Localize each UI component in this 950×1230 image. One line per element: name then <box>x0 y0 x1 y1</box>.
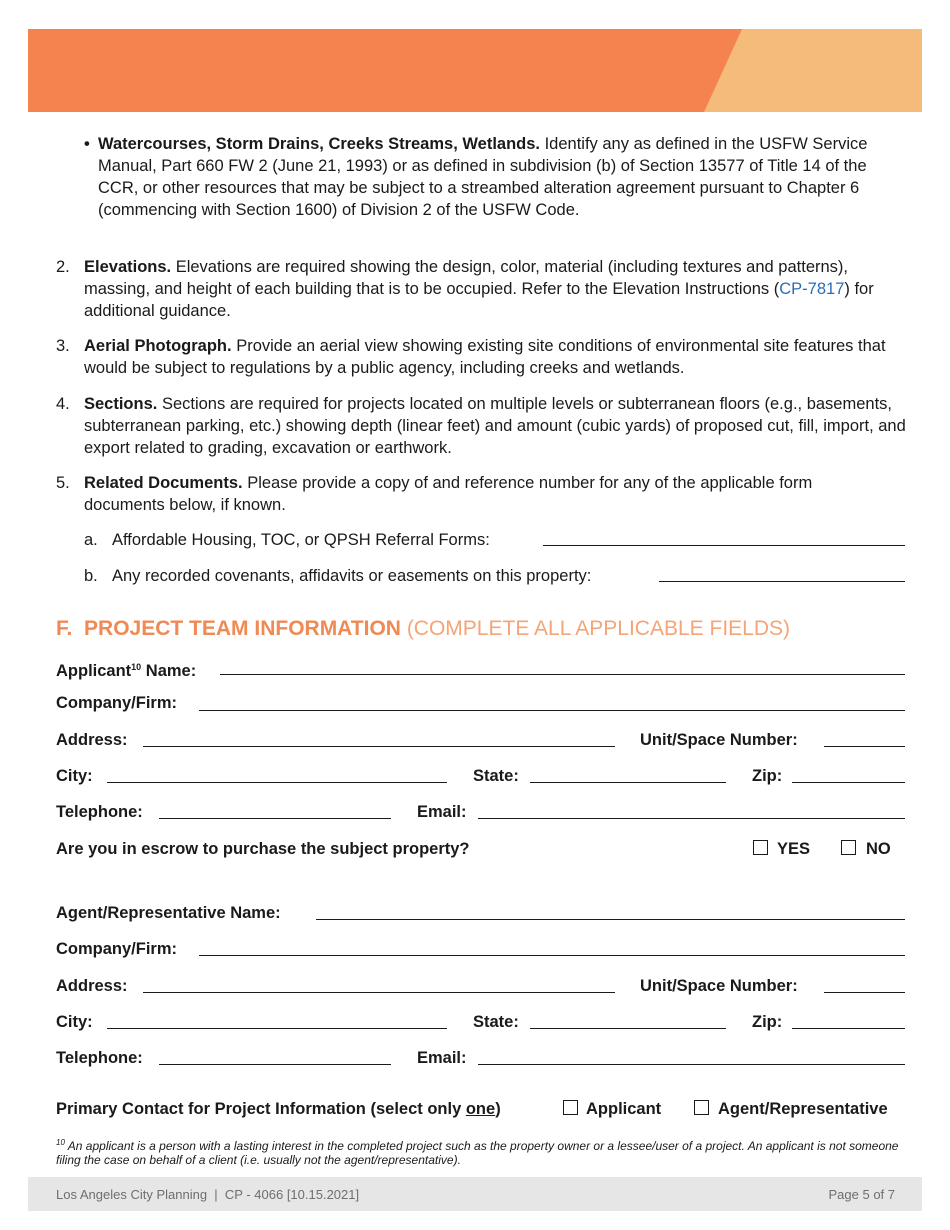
item-5-related-documents <box>84 472 884 516</box>
subitem-a-label: Affordable Housing, TOC, or QPSH Referral Forms: <box>112 531 490 549</box>
agent-email-field[interactable] <box>478 1064 905 1065</box>
section-heading: PROJECT TEAM INFORMATION <box>84 617 401 640</box>
primary-contact-applicant-checkbox[interactable] <box>563 1100 578 1115</box>
subitem-a-letter: a. <box>84 531 98 549</box>
footer-form-id: CP - 4066 [10.15.2021] <box>224 1187 360 1202</box>
agent-email-label: Email: <box>417 1049 467 1067</box>
escrow-yes-label: YES <box>777 840 811 858</box>
agent-zip-field[interactable] <box>792 1028 905 1029</box>
applicant-state-field[interactable] <box>530 782 726 783</box>
agent-city-field[interactable] <box>107 1028 447 1029</box>
item-3-title: Aerial Photograph. <box>84 337 232 355</box>
agent-address-label: Address: <box>56 977 128 995</box>
escrow-question: Are you in escrow to purchase the subject property? <box>56 840 470 858</box>
primary-contact-label: Primary Contact for Project Information (select only one) <box>56 1100 501 1118</box>
item-3-aerial <box>84 335 904 379</box>
bullet-marker: • <box>84 135 90 153</box>
item-4-body: Sections are required for projects located on multiple levels or subterranean floors (e.g., basements, subterranean parking, etc.) showing depth (linear feet) and amount (cubic yards) of proposed cut, fill, import, and export related to grading, excavation or earthwork. <box>84 395 906 457</box>
applicant-state-label: State: <box>473 767 519 785</box>
primary-contact-agent-checkbox[interactable] <box>694 1100 709 1115</box>
item-2-body-end: ) for additional guidance. <box>84 280 874 320</box>
item-4-sections <box>84 393 906 459</box>
applicant-company-label: Company/Firm: <box>56 694 178 712</box>
section-letter: F. <box>56 617 73 640</box>
item-5-title: Related Documents. <box>84 474 243 492</box>
applicant-unit-field[interactable] <box>824 746 905 747</box>
agent-zip-label: Zip: <box>752 1013 783 1031</box>
applicant-name-label: Applicant$^{10}$ Name: <box>56 662 197 680</box>
bullet-title: Watercourses, Storm Drains, Creeks Streams, Wetlands. <box>98 135 541 153</box>
item-5-body: Please provide a copy of and reference number for any of the applicable form documents below, if known. <box>84 474 813 514</box>
item-3-body: Provide an aerial view showing existing site conditions of environmental site features that would be subject to regulations by a public agency, including creeks and wetlands. <box>84 337 886 377</box>
banner-primary-shape <box>28 29 742 112</box>
agent-name-field[interactable] <box>316 919 905 920</box>
applicant-email-field[interactable] <box>478 818 905 819</box>
applicant-telephone-label: Telephone: <box>56 803 143 821</box>
footnote <box>56 1136 906 1167</box>
covenants-field[interactable] <box>659 581 905 582</box>
agent-unit-field[interactable] <box>824 992 905 993</box>
item-4-number: 4. <box>56 395 70 413</box>
applicant-city-field[interactable] <box>107 782 447 783</box>
agent-company-label: Company/Firm: <box>56 940 178 958</box>
header-banner <box>28 29 922 112</box>
item-2-elevations <box>84 256 884 322</box>
applicant-telephone-field[interactable] <box>159 818 391 819</box>
applicant-city-label: City: <box>56 767 93 785</box>
applicant-address-label: Address: <box>56 731 128 749</box>
agent-state-label: State: <box>473 1013 519 1031</box>
footnote-mark: 10 <box>56 1138 65 1147</box>
item-4-title: Sections. <box>84 395 158 413</box>
footer-left <box>56 1187 359 1202</box>
escrow-no-label: NO <box>866 840 891 858</box>
primary-contact-applicant-label: Applicant <box>586 1100 662 1118</box>
agent-address-field[interactable] <box>143 992 615 993</box>
escrow-yes-checkbox[interactable] <box>753 840 768 855</box>
bullet-body: Identify any as defined in the USFW Service Manual, Part 660 FW 2 (June 21, 1993) or as defined in subdivision (b) of Section 13577 of Title 14 of the CCR, or other resources that may be subject to a streambed alteration agreement pursuant to Chapter 6 (commencing with Section 1600) of Division 2 of the USFW Code. <box>98 135 868 219</box>
footer-org: Los Angeles City Planning <box>56 1187 208 1202</box>
applicant-unit-label: Unit/Space Number: <box>640 731 798 749</box>
applicant-email-label: Email: <box>417 803 467 821</box>
affordable-housing-field[interactable] <box>543 545 905 546</box>
item-2-body: Elevations are required showing the design, color, material (including textures and patterns), massing, and height of each building that is to be occupied. Refer to the Elevation Instructions ( <box>84 258 848 298</box>
applicant-name-field[interactable] <box>220 674 905 675</box>
item-2-title: Elevations. <box>84 258 172 276</box>
page-footer <box>28 1177 922 1211</box>
agent-telephone-label: Telephone: <box>56 1049 143 1067</box>
agent-state-field[interactable] <box>530 1028 726 1029</box>
escrow-no-checkbox[interactable] <box>841 840 856 855</box>
footnote-text: An applicant is a person with a lasting interest in the completed project such as the property owner or a lessee/user of a project. An applicant is not someone filing the case on behalf of a client (i.e. usually not the agent/representative). <box>56 1139 899 1167</box>
agent-company-field[interactable] <box>199 955 905 956</box>
agent-city-label: City: <box>56 1013 93 1031</box>
applicant-zip-label: Zip: <box>752 767 783 785</box>
item-3-number: 3. <box>56 337 70 355</box>
footnote-ref: 10 <box>131 662 142 672</box>
footer-page-number: Page 5 of 7 <box>828 1187 895 1202</box>
bullet-watercourses <box>98 133 906 221</box>
applicant-address-field[interactable] <box>143 746 615 747</box>
subitem-b-letter: b. <box>84 567 98 585</box>
section-subtitle: (COMPLETE ALL APPLICABLE FIELDS) <box>406 617 791 640</box>
agent-unit-label: Unit/Space Number: <box>640 977 798 995</box>
cp-7817-link[interactable]: CP-7817 <box>779 280 845 298</box>
primary-contact-agent-label: Agent/Representative <box>718 1100 888 1118</box>
subitem-b-label: Any recorded covenants, affidavits or easements on this property: <box>112 567 592 585</box>
applicant-company-field[interactable] <box>199 710 905 711</box>
item-2-number: 2. <box>56 258 70 276</box>
agent-name-label: Agent/Representative Name: <box>56 904 281 922</box>
section-f-title <box>56 617 790 641</box>
applicant-zip-field[interactable] <box>792 782 905 783</box>
item-5-number: 5. <box>56 474 70 492</box>
agent-telephone-field[interactable] <box>159 1064 391 1065</box>
footer-separator: | <box>214 1187 218 1202</box>
